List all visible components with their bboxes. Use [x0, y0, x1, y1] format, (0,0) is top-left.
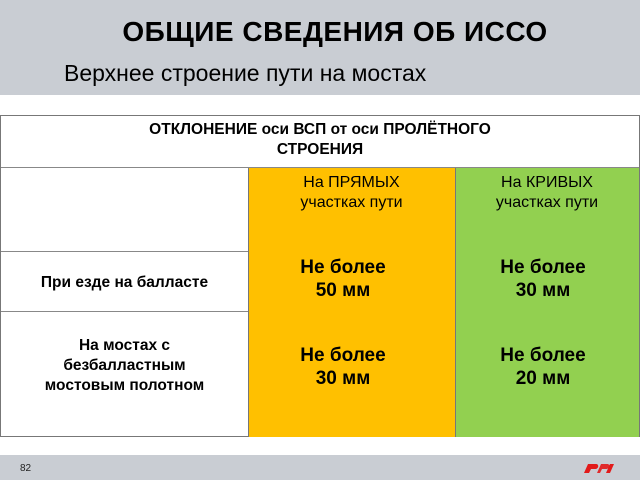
column-header-straight-line2: участках пути [300, 194, 403, 211]
deviation-table [0, 115, 640, 437]
value-ballast-curved [455, 256, 631, 302]
page-number: 82 [20, 463, 32, 474]
table-header [1, 116, 639, 168]
row-label-ballastless [1, 336, 248, 396]
value-ballast-curved-line2: 30 мм [515, 280, 571, 301]
table-header-line1: ОТКЛОНЕНИЕ оси ВСП от оси ПРОЛЁТНОГО [149, 121, 491, 138]
row-label-ballast-line1: При езде на балласте [40, 274, 209, 291]
value-ballast-straight-line2: 50 мм [315, 280, 371, 301]
column-header-straight [248, 173, 455, 213]
value-ballast-straight [248, 256, 438, 302]
value-ballastless-curved-line1: Не более [500, 345, 586, 366]
column-header-straight-line1: На ПРЯМЫХ [303, 174, 400, 191]
value-ballastless-curved [455, 344, 631, 390]
column-header-curved-line2: участках пути [495, 194, 599, 211]
slide-header [0, 0, 640, 95]
value-ballastless-straight [248, 344, 438, 390]
value-ballast-straight-line1: Не более [300, 257, 386, 278]
value-ballastless-straight-line1: Не более [300, 345, 386, 366]
value-ballastless-curved-line2: 20 мм [515, 368, 571, 389]
table-header-line2: СТРОЕНИЯ [276, 141, 364, 158]
slide-title: ОБЩИЕ СВЕДЕНИЯ ОБ ИССО [122, 16, 548, 47]
value-ballastless-straight-line2: 30 мм [315, 368, 371, 389]
column-header-curved-line1: На КРИВЫХ [501, 174, 593, 191]
rzd-logo-icon [582, 460, 616, 476]
column-header-curved [455, 173, 639, 213]
row-divider-2 [1, 311, 248, 312]
row-label-ballastless-line1: На мостах с [78, 337, 171, 354]
slide-footer [0, 455, 640, 480]
row-label-ballastless-line2: безбалластным [63, 357, 186, 374]
row-label-ballast [1, 273, 248, 293]
row-label-ballastless-line3: мостовым полотном [44, 377, 205, 394]
value-ballast-curved-line1: Не более [500, 257, 586, 278]
slide-subtitle: Верхнее строение пути на мостах [64, 60, 427, 86]
row-divider-1 [1, 251, 248, 252]
